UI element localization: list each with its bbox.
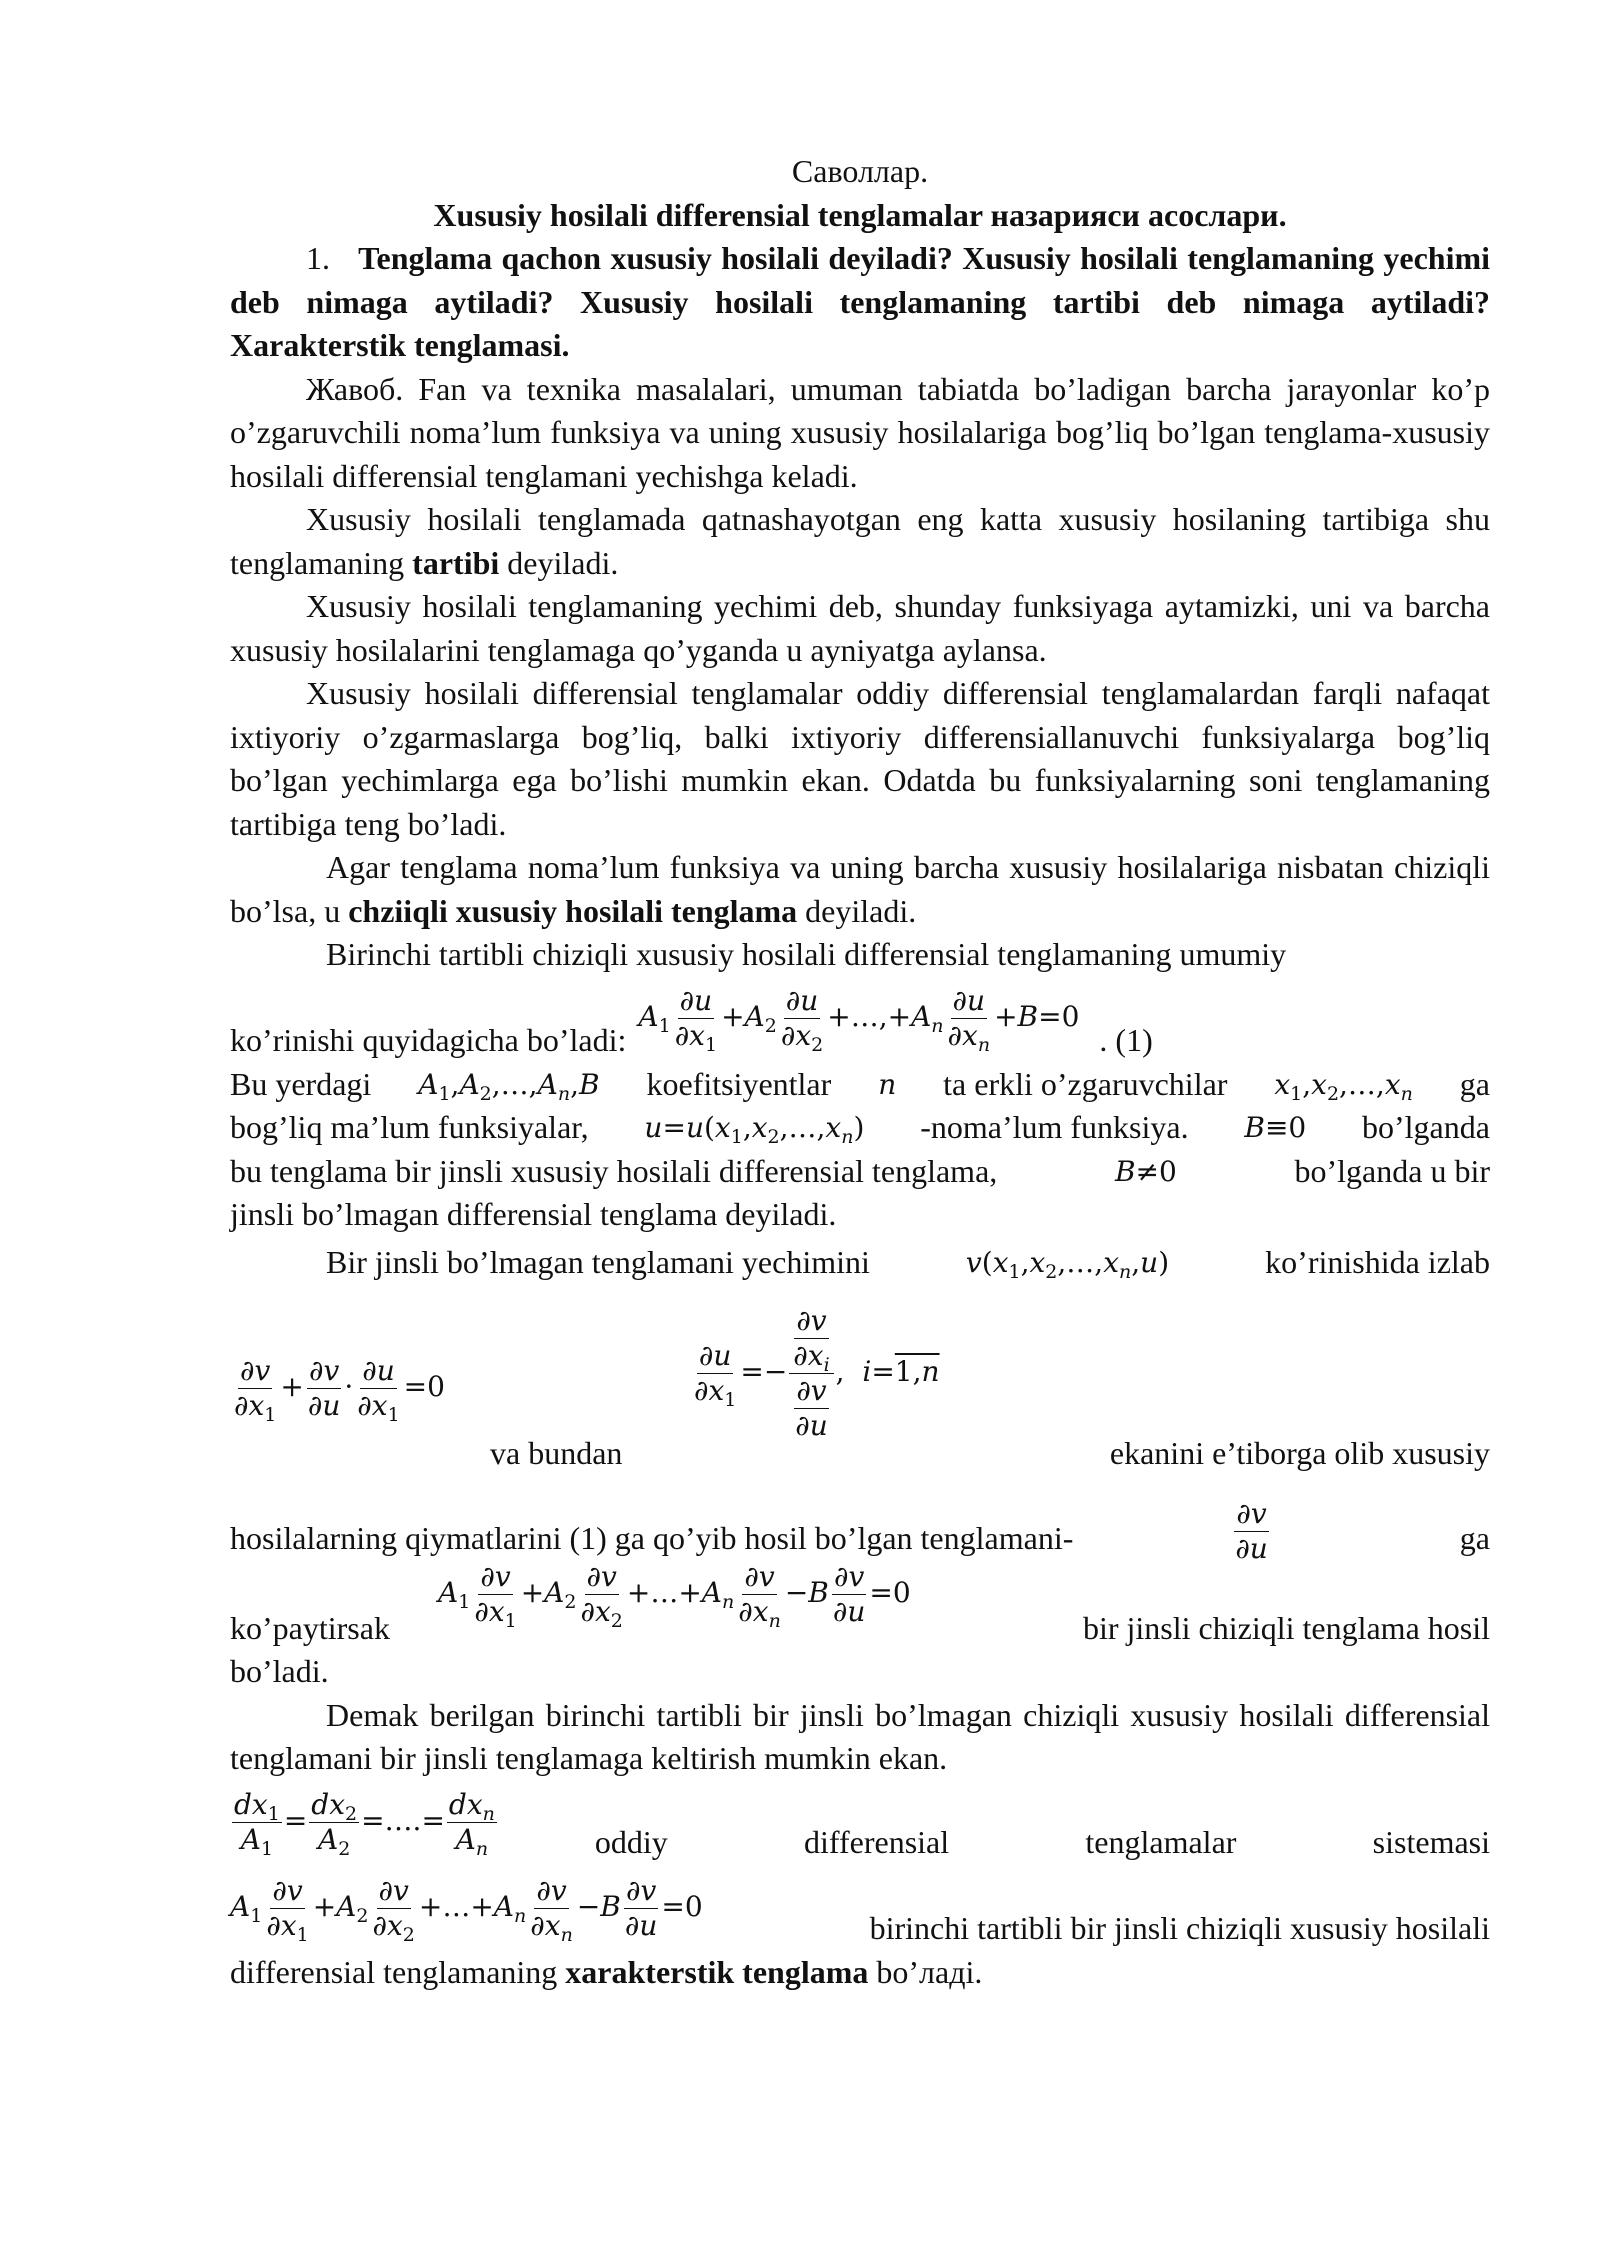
search-solution-line: Bir jinsli bo’lmagan tenglamani yechimini $v(x_1,x_2,\dots,x_n,u)$ ko’rinishida izlab — [230, 1241, 1490, 1285]
coefficients-formula: $A_1,A_2,\dots,A_n,B$ — [418, 1067, 600, 1105]
answer-label: Жавоб. — [306, 370, 404, 407]
function-line: bog’liq ma’lum funksiyalar, $u=u(x_1,x_2,\dots,x_n)$ -noma’lum funksiya. B≡0 bo’lganda — [230, 1106, 1490, 1150]
n-symbol: n — [878, 1067, 897, 1101]
b-zero-formula: B≡0 — [1244, 1111, 1307, 1144]
paragraph-order: Xususiy hosilali tenglamada qatnashayotgan eng katta xususiy hosilaning tartibiga shu tenglamaning tartibi deyiladi. — [230, 501, 1490, 581]
paragraph-difference: Xususiy hosilali differensial tenglamalar oddiy differensial tenglamalardan farqli nafaqat ixtiyoriy o’zgarmaslarga bog’liq, balki ixtiyoriy differensiallanuvchi funksiyalarga bog’liq bo’lgan yechimlarga ega bo’lishi mumkin ekan. Odatda bu funksiyalarning soni tenglamaning tartibiga teng bo’ladi. — [230, 675, 1490, 842]
u-function-formula: $u=u(x_1,x_2,\dots,x_n)$ — [644, 1111, 865, 1148]
dv-du-formula: $\frac{\partial v}{\partial u}$ — [1235, 1497, 1268, 1565]
page-title: Xususiy hosilali differensial tenglamalar назарияси асослари. — [433, 196, 1287, 233]
substitute-line: hosilalarning qiymatlarini (1) ga qo’yib hosil bo’lgan tenglamani- $\frac{\partial v}{\partial u}$ ga — [230, 1497, 1490, 1565]
homogeneous-line: bu tenglama bir jinsli xususiy hosilali differensial tenglama, B≠0 bo’lganda u bir — [230, 1150, 1490, 1194]
characteristic-line: $A_1$ $\frac{\partial v}{\partial x_1}$ $+A_2$ $\frac{\partial v}{\partial x_2}$ $+\dots+A_n$ $\frac{\partial v}{\partial x_n}$ −B $\frac{\partial v}{\partial u}$ =0 birinchi tartibli bir jinsli chiziqli xususiy hosilali — [230, 1873, 1490, 1946]
partial-u-formula: $\frac{\partial u}{\partial x_1}$ =− $\frac{\frac{\partial v}{\partial x_i}}{\frac{\partial v}{\partial u}}$ , i=1,n — [694, 1304, 940, 1442]
nonhomogeneous-line: jinsli bo’lmagan differensial tenglama deyiladi. — [230, 1196, 837, 1232]
paragraph-linear: Agar tenglama noma’lum funksiya va uning barcha xususiy hosilalariga nisbatan chiziqli bo’lsa, u chziiqli xususiy hosilali tenglama deyiladi. — [230, 849, 1490, 929]
characteristic-system: $\frac{dx_1}{A_1}$ = $\frac{dx_2}{A_2}$ =….= $\frac{dx_n}{A_n}$ — [234, 1787, 495, 1860]
paragraph-solution: Xususiy hosilali tenglamaning yechimi deb, shunday funksiyaga aytamizki, uni va barcha xususiy hosilalarini tenglamaga qo’yganda u ayniyatga aylansa. — [230, 588, 1490, 668]
v-function-formula: $v(x_1,x_2,\dots,x_n,u)$ — [965, 1245, 1170, 1283]
implicit-derivative-formula: $\frac{\partial v}{\partial x_1}$ + $\frac{\partial v}{\partial u}$ · $\frac{\partial u}{\partial x_1}$ =0 — [234, 1354, 445, 1426]
variables-formula: $x_1,x_2,\dots,x_n$ — [1274, 1067, 1413, 1105]
derivative-block: $\frac{\partial v}{\partial x_1}$ + $\frac{\partial v}{\partial u}$ · $\frac{\partial u}{\partial x_1}$ =0 va bundan $\frac{\partial u}{\partial x_1}$ =− $\frac{\frac{\partial v}{\partial x_i}}{\frac{\partial v}{\partial u}}$ , i=1,n ekanini e’tiborga olib xususiy — [230, 1284, 1490, 1484]
paragraph-conclusion: Demak berilgan birinchi tartibli bir jinsli bo’lmagan chiziqli xususiy hosilali differensial tenglamani bir jinsli tenglamaga keltirish mumkin ekan. — [230, 1696, 1490, 1776]
answer-paragraph-1: Жавоб. Fan va texnika masalalari, umuman tabiatda bo’ladigan barcha jarayonlar ko’p o’zgaruvchili noma’lum funksiya va uning xususiy hosilalariga bog’liq bo’lgan tenglama-xususiy hosilali differensial tenglamani yechishga keladi. — [230, 370, 1491, 494]
equation-1: $A_1$ $\frac{\partial u}{\partial x_1}$ $+A_2$ $\frac{\partial u}{\partial x_2}$ $+\dots,+A_n$ $\frac{\partial u}{\partial x_n}$ +B=0 — [638, 983, 1080, 1056]
final-line: differensial tenglamaning xarakterstik tenglama bo’лaді. — [230, 1953, 983, 1990]
question-number: 1. — [306, 240, 330, 276]
page-header: Саволлар. — [791, 153, 929, 189]
characteristic-equation: $A_1$ $\frac{\partial v}{\partial x_1}$ $+A_2$ $\frac{\partial v}{\partial x_2}$ $+\dots+A_n$ $\frac{\partial v}{\partial x_n}$ −B $\frac{\partial v}{\partial u}$ =0 — [230, 1873, 703, 1946]
question-text: Tenglama qachon xususiy hosilali deyiladi? Xususiy hosilali tenglamaning yechimi deb nimaga aytiladi? Xususiy hosilali tenglamaning tartibi deb nimaga aytiladi? Xarakterstik tenglamasi. — [230, 240, 1491, 363]
question-1 — [230, 237, 1490, 368]
multiply-line: ko’paytirsak $A_1$ $\frac{\partial v}{\partial x_1}$ $+A_2$ $\frac{\partial v}{\partial x_2}$ $+\dots+A_n$ $\frac{\partial v}{\partial x_n}$ −B $\frac{\partial v}{\partial u}$ =0 bir jinsli chiziqli tenglama hosil — [230, 1560, 1490, 1646]
system-line: $\frac{dx_1}{A_1}$ = $\frac{dx_2}{A_2}$ =….= $\frac{dx_n}{A_n}$ oddiy differensial tenglamalar sistemasi — [230, 1781, 1490, 1865]
homogeneous-equation: $A_1$ $\frac{\partial v}{\partial x_1}$ $+A_2$ $\frac{\partial v}{\partial x_2}$ $+\dots+A_n$ $\frac{\partial v}{\partial x_n}$ −B $\frac{\partial v}{\partial u}$ =0 — [438, 1560, 911, 1632]
equation-1-number: . (1) — [1099, 1022, 1153, 1058]
document-page: Саволлар. Xususiy hosilali differensial tenglamalar назарияси асослари. 1. Tenglama qachon xususiy hosilali deyiladi? Xususiy hosilali tenglamaning yechimi deb nimaga aytiladi? Xususiy hosilali tenglamaning tartibi deb nimaga aytiladi? Xarakterstik tenglamasi. Жавоб. Fan va texnika masalalari, umuman tabiatda bo’ladigan barcha jarayonlar ko’p o’zgaruvchili noma’lum funksiya va uning xususiy hosilalariga bog’liq bo’lgan tenglama-xususiy hosilali differensial tenglamani yechishga keladi. Xususiy hosilali tenglamada qatnashayotgan eng katta xususiy hosilaning tartibiga shu tenglamaning tartibi deyiladi. Xususiy hosilali tenglamaning yechimi deb, shunday funksiyaga aytamizki, uni va barcha xususiy hosilalarini tenglamaga qo’yganda u ayniyatga aylansa. Xususiy hosilali differensial tenglamalar oddiy differensial tenglamalardan farqli nafaqat ixtiyoriy o’zgarmaslarga bog’liq, balki ixtiyoriy differensiallanuvchi funksiyalarga bog’liq bo’lgan yechimlarga ega bo’lishi mumkin ekan. Odatda bu funksiyalarning soni tenglamaning tartibiga teng bo’ladi. Agar tenglama noma’lum funksiya va uning barcha xususiy hosilalariga nisbatan chiziqli bo’lsa, u chziiqli xususiy hosilali tenglama deyiladi. Birinchi tartibli chiziqli xususiy hosilali differensial tenglamaning umumiy ko’rinishi quyidagicha bo’ladi: $A_1$ $\frac{\partial u}{\partial x_1}$ $+A_2$ $\frac{\partial u}{\partial x_2}$ $+\dots,+A_n$ $\frac{\partial u}{\partial x_n}$ +B=0 . (1) Bu yerdagi $A_1,A_2,\dots,A_n,B$ koefitsiyentlar n ta erkli o’zgaruvchilar $x_1,x_2,\dots,x_n$ ga bog’liq ma’lum funksiyalar, $u=u(x_1,x_2,\dots,x_n)$ -noma’lum funksiya. B≡0 bo’lganda bu tenglama bir jinsli xususiy hosilali differensial tenglama, B≠0 bo’lganda u bir jinsli bo’lmagan differensial tenglama deyiladi. Bir jinsli bo’lmagan tenglamani yechimini $v(x_1,x_2,\dots,x_n,u)$ ko’rinishida izlab $\frac{\partial v}{\partial x_1}$ + $\frac{\partial v}{\partial u}$ · $\frac{\partial u}{\partial x_1}$ =0 va bundan $\frac{\partial u}{\partial x_1}$ =− $\frac{\frac{\partial v}{\partial x_i}}{\frac{\partial v}{\partial u}}$ , i=1,n ekanini e’tiborga olib xususiy hosilalarning qiymatlarini (1) ga qo’yib hosil bo’lgan tenglamani- $\frac{\partial v}{\partial u}$ ga ko’paytirsak $A_1$ $\frac{\partial v}{\partial x_1}$ $+A_2$ $\frac{\partial v}{\partial x_2}$ $+\dots+A_n$ $\frac{\partial v}{\partial x_n}$ −B $\frac{\partial v}{\partial u}$ =0 bir jinsli chiziqli tenglama hosil bo’ladi. Demak berilgan birinchi tartibli bir jinsli bo’lmagan chiziqli xususiy hosilali differensial tenglamani bir jinsli tenglamaga keltirish mumkin ekan. $\frac{dx_1}{A_1}$ = $\frac{dx_2}{A_2}$ =….= $\frac{dx_n}{A_n}$ oddiy differensial tenglamalar sistemasi $A_1$ $\frac{\partial v}{\partial x_1}$ $+A_2$ $\frac{\partial v}{\partial x_2}$ $+\dots+A_n$ $\frac{\partial v}{\partial x_n}$ −B $\frac{\partial v}{\partial u}$ =0 birinchi tartibli bir jinsli chiziqli xususiy hosilali differensial tenglamaning xarakterstik tenglama bo’лaді. — [230, 150, 1490, 1994]
equation-1-line: ko’rinishi quyidagicha bo’ladi: $A_1$ $\frac{\partial u}{\partial x_1}$ $+A_2$ $\frac{\partial u}{\partial x_2}$ $+\dots,+A_n$ $\frac{\partial u}{\partial x_n}$ +B=0 . (1) — [230, 977, 1490, 1063]
paragraph-general-form: Birinchi tartibli chiziqli xususiy hosilali differensial tenglamaning umumiy — [326, 936, 1287, 972]
coefficients-line: Bu yerdagi $A_1,A_2,\dots,A_n,B$ koefitsiyentlar n ta erkli o’zgaruvchilar $x_1,x_2,\dots,x_n$ ga — [230, 1063, 1490, 1107]
b-nonzero-formula: B≠0 — [1114, 1154, 1177, 1188]
